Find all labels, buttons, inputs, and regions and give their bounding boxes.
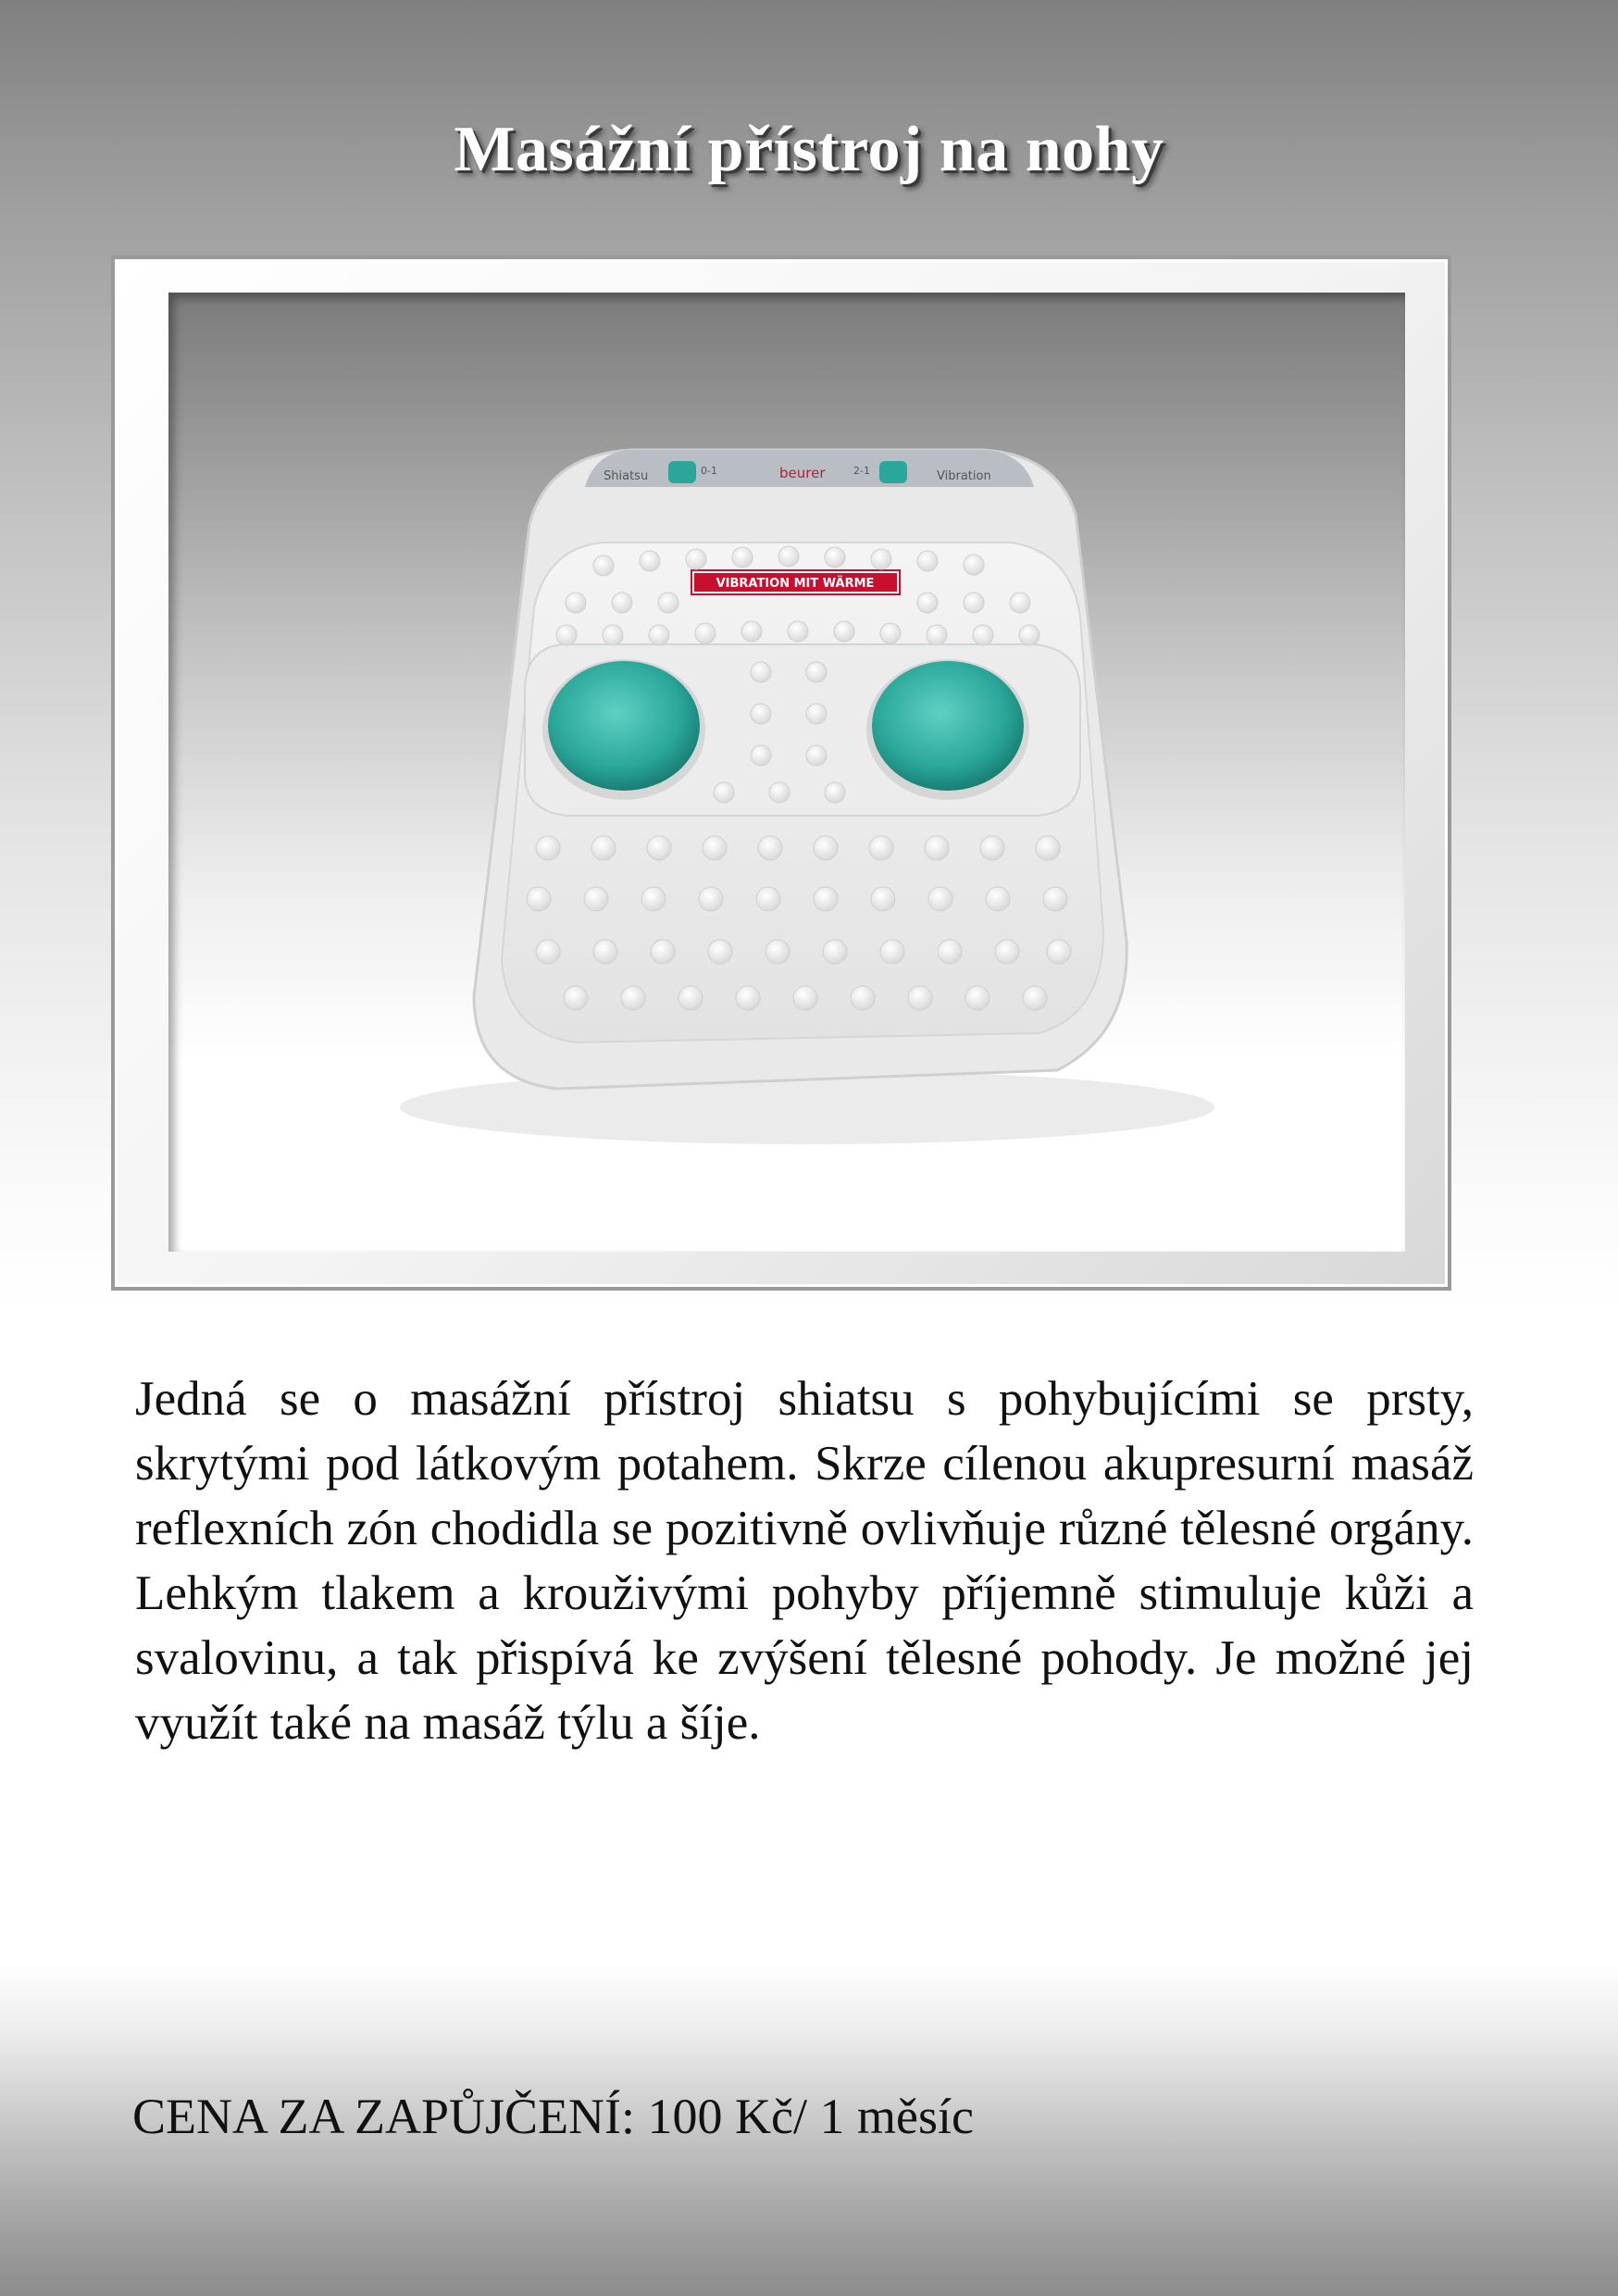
foot-massager-illustration: [168, 293, 1405, 1252]
left-massage-pad: [548, 661, 700, 791]
page-title: Masážní přístroj na nohy: [454, 114, 1164, 185]
banner-text: VIBRATION MIT WÄRME: [716, 577, 875, 591]
switch-scale-right: 2-1: [853, 465, 870, 477]
product-description: Jedná se o masážní přístroj shiatsu s pohybujícími se prsty, skrytými pod látkovým potahem. Skrze cílenou akupresurní masáž reflexních zón chodidla se pozitivně ovlivňuje různé tělesné orgány. Lehkým tlakem a krouživými pohyby příjemně stimuluje kůži a svalovinu, a tak přispívá ke zvýšení tělesné pohody. Je možné jej využít také na masáž týlu a šíje.: [135, 1372, 1474, 1750]
brand-logo: beurer: [779, 465, 826, 481]
switch-scale-left: 0-1: [701, 465, 717, 477]
product-image-frame: [111, 256, 1451, 1291]
switch-label-vibration: Vibration: [937, 469, 991, 483]
right-massage-pad: [872, 661, 1024, 791]
switch-label-shiatsu: Shiatsu: [604, 469, 649, 483]
product-photo: [168, 293, 1405, 1252]
rental-price: CENA ZA ZAPŮJČENÍ: 100 Kč/ 1 měsíc: [132, 2089, 974, 2144]
left-switch-knob: [668, 461, 696, 483]
right-switch-knob: [879, 461, 907, 483]
